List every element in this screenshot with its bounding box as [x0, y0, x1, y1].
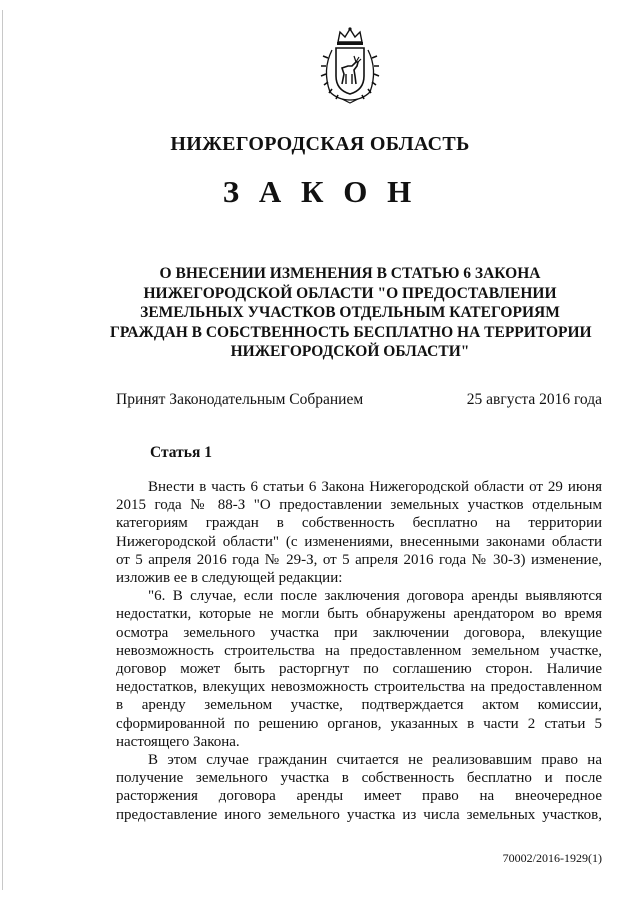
- document-type-title: З А К О Н: [222, 174, 418, 209]
- adoption-date: 25 августа 2016 года: [466, 391, 602, 408]
- body-line: получение земельного участка в собственность бесплатно и после: [116, 770, 602, 787]
- article-heading: Статья 1: [150, 444, 212, 461]
- adopted-by: Принят Законодательным Собранием: [116, 391, 364, 408]
- body-line: предоставление иного земельного участка из числа земельных участков,: [116, 806, 602, 823]
- body-line: категориям граждан в собственность бесплатно на территории: [116, 515, 602, 532]
- body-line: В этом случае гражданин считается не реализовавшим право на: [148, 752, 602, 769]
- body-line: осмотра земельного участка при заключении договора, влекущие: [116, 624, 602, 641]
- body-line: недостатки, которые не могли быть обнаружены арендатором во время: [116, 606, 602, 623]
- body-line: изложив ее в следующей редакции:: [116, 570, 343, 587]
- law-title-line: НИЖЕГОРОДСКОЙ ОБЛАСТИ "О ПРЕДОСТАВЛЕНИИ: [143, 284, 557, 302]
- body-line: 2015 года № 88-З "О предоставлении земельных участков отдельным: [116, 497, 602, 514]
- body-line: расторжения договора аренды имеет право на внеочередное: [116, 788, 602, 805]
- body-line: недостатков, влекущих невозможность строительства на предоставленном: [116, 679, 602, 696]
- law-title-line: НИЖЕГОРОДСКОЙ ОБЛАСТИ": [230, 343, 470, 360]
- law-title-line: ГРАЖДАН В СОБСТВЕННОСТЬ БЕСПЛАТНО НА ТЕРРИТОРИИ: [110, 323, 592, 341]
- body-line: договор может быть расторгнут по соглашению сторон. Наличие: [116, 661, 602, 678]
- region-name: НИЖЕГОРОДСКАЯ ОБЛАСТЬ: [170, 133, 470, 155]
- coat-of-arms-emblem: [318, 26, 382, 104]
- law-title: [110, 264, 590, 362]
- body-line: невозможность строительства на предоставленном земельном участке,: [116, 642, 602, 659]
- body-line: "6. В случае, если после заключения договора аренды выявляются: [148, 588, 602, 605]
- law-title-line: О ВНЕСЕНИИ ИЗМЕНЕНИЯ В СТАТЬЮ 6 ЗАКОНА: [159, 265, 541, 282]
- document-code: 70002/2016-1929(1): [502, 851, 602, 865]
- adoption-line: [116, 391, 602, 409]
- article-body: [116, 478, 602, 824]
- body-line: сформированной по решению органов, указанных в части 2 статьи 5: [116, 715, 602, 732]
- body-line: от 5 апреля 2016 года № 29-З, от 5 апреля 2016 года № 30-З) изменение,: [116, 551, 602, 568]
- body-line: настоящего Закона.: [116, 733, 240, 750]
- law-title-line: ЗЕМЕЛЬНЫХ УЧАСТКОВ ОТДЕЛЬНЫМ КАТЕГОРИЯМ: [140, 304, 560, 321]
- body-line: Нижегородской области" (с изменениями, внесенными законами области: [116, 533, 602, 550]
- body-line: в аренду земельном участке, подтверждается актом комиссии,: [116, 697, 602, 714]
- body-line: Внести в часть 6 статьи 6 Закона Нижегородской области от 29 июня: [148, 479, 602, 495]
